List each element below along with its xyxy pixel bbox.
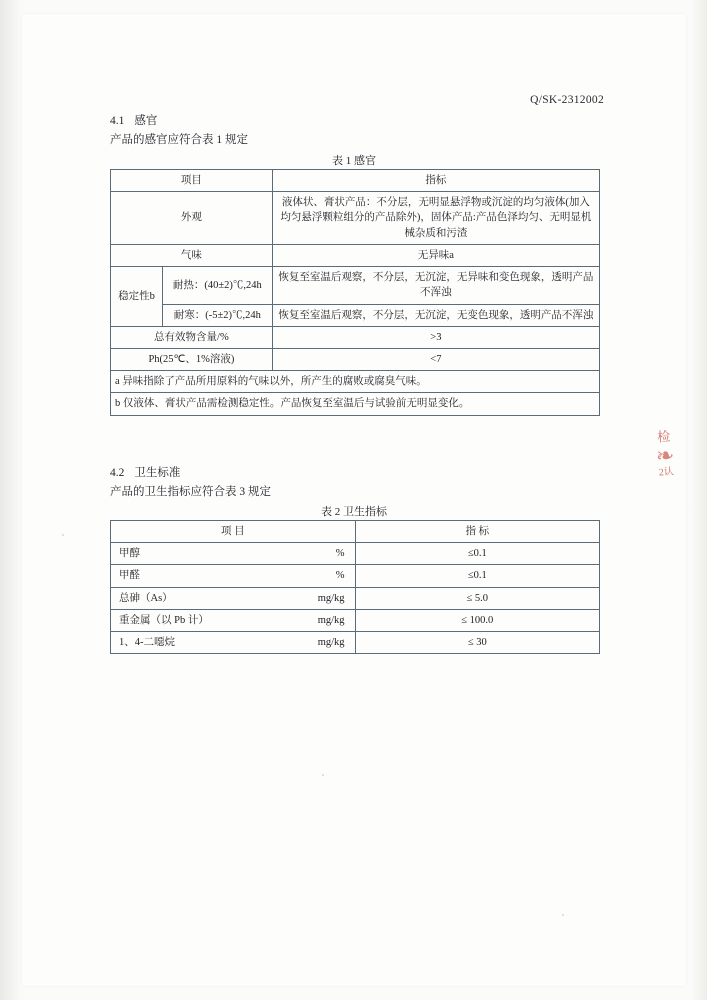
table-1-item-appearance: 外观: [111, 192, 273, 245]
table-2-item-label: 重金属（以 Pb 计）: [119, 614, 209, 626]
table-1-value-active-matter: >3: [272, 326, 599, 348]
table-1-caption: 表 1 感官: [332, 155, 376, 167]
table-row: [111, 267, 600, 304]
table-2-hygiene: [110, 520, 600, 654]
table-1-sub-heat: 耐热：(40±2)℃,24h: [162, 267, 272, 304]
table-2-caption: 表 2 卫生指标: [321, 506, 387, 518]
table-2-item-unit: mg/kg: [317, 592, 345, 604]
table-row-note: [111, 371, 600, 393]
table-row: [111, 304, 600, 326]
table-row: [111, 326, 600, 348]
table-1-note-a: a 异味指除了产品所用原料的气味以外，所产生的腐败或腐臭气味。: [111, 371, 600, 393]
table-row: [111, 632, 600, 654]
table-row-header: [111, 521, 600, 543]
table-1-sensory: [110, 169, 600, 416]
table-2-item-unit: %: [335, 570, 345, 582]
table-1-value-odor: 无异味a: [272, 244, 599, 266]
stamp-line-3: 2认: [658, 466, 675, 479]
table-row: [111, 565, 600, 587]
table-2-value-dioxane: ≤ 30: [355, 632, 599, 654]
table-row: [111, 543, 600, 565]
section-number: 4.1: [110, 115, 125, 127]
table-2-value-methanol: ≤0.1: [355, 543, 599, 565]
section-heading-4-1: [110, 112, 157, 128]
table-1-value-appearance: 液体状、膏状产品：不分层，无明显悬浮物或沉淀的均匀液体(加入均匀悬浮颗粒组分的产品除外)，固体产品:产品色泽均匀、无明显机械杂质和污渣: [272, 192, 599, 245]
section-lead-4-1: 产品的感官应符合表 1 规定: [110, 134, 248, 146]
table-1-item-odor: 气味: [111, 244, 273, 266]
table-2-value-arsenic: ≤ 5.0: [355, 587, 599, 609]
table-1-header-index: 指标: [272, 170, 599, 192]
section-title: 卫生标准: [134, 467, 181, 479]
paper-sheet: [22, 14, 686, 986]
table-row-header: [111, 170, 600, 192]
table-2-item-label: 甲醛: [119, 570, 140, 582]
table-1-item-active-matter: 总有效物含量/%: [111, 326, 273, 348]
table-2-item-methanol: [111, 543, 356, 565]
red-stamp-mark: [646, 428, 683, 481]
table-row: [111, 348, 600, 370]
scan-speck: [562, 914, 564, 916]
table-row-note: [111, 393, 600, 415]
table-2-item-unit: mg/kg: [317, 637, 345, 649]
section-number: 4.2: [110, 467, 125, 479]
section-heading-4-2: [110, 464, 180, 480]
table-row: [111, 244, 600, 266]
stamp-line-1: 检: [656, 428, 671, 445]
table-2-value-heavy-metals: ≤ 100.0: [355, 609, 599, 631]
table-2-header-item: 项 目: [111, 521, 356, 543]
scan-speck: [62, 534, 64, 536]
table-1-note-b: b 仅液体、膏状产品需检测稳定性。产品恢复至室温后与试验前无明显变化。: [111, 393, 600, 415]
table-2-value-formaldehyde: ≤0.1: [355, 565, 599, 587]
table-1-sub-cold: 耐寒：(-5±2)℃,24h: [162, 304, 272, 326]
table-1-group-stability: 稳定性b: [111, 267, 163, 327]
document-code: Q/SK-2312002: [530, 94, 604, 106]
table-1-value-cold: 恢复至室温后观察，不分层，无沉淀，无变色现象，透明产品不浑浊: [272, 304, 599, 326]
table-1-value-ph: <7: [272, 348, 599, 370]
table-2-item-formaldehyde: [111, 565, 356, 587]
table-2-item-label: 甲醇: [119, 548, 140, 560]
table-1-header-item: 项目: [111, 170, 273, 192]
table-2-item-unit: %: [335, 548, 345, 560]
stamp-blob: ❧: [655, 442, 676, 469]
table-2-item-arsenic: [111, 587, 356, 609]
scan-speck: [322, 774, 324, 776]
table-2-item-heavy-metals: [111, 609, 356, 631]
section-title: 感官: [134, 115, 158, 127]
table-2-item-label: 1、4-二噁烷: [119, 637, 175, 649]
table-row: [111, 587, 600, 609]
table-2-item-unit: mg/kg: [317, 614, 345, 626]
section-lead-4-2: 产品的卫生指标应符合表 3 规定: [110, 486, 271, 498]
table-2-header-index: 指 标: [355, 521, 599, 543]
table-2-item-label: 总砷（As）: [119, 592, 173, 604]
table-2-item-dioxane: [111, 632, 356, 654]
table-row: [111, 609, 600, 631]
table-1-value-heat: 恢复至室温后观察，不分层，无沉淀，无异味和变色现象，透明产品不浑浊: [272, 267, 599, 304]
table-row: [111, 192, 600, 245]
table-1-item-ph: Ph(25℃、1%溶液): [111, 348, 273, 370]
